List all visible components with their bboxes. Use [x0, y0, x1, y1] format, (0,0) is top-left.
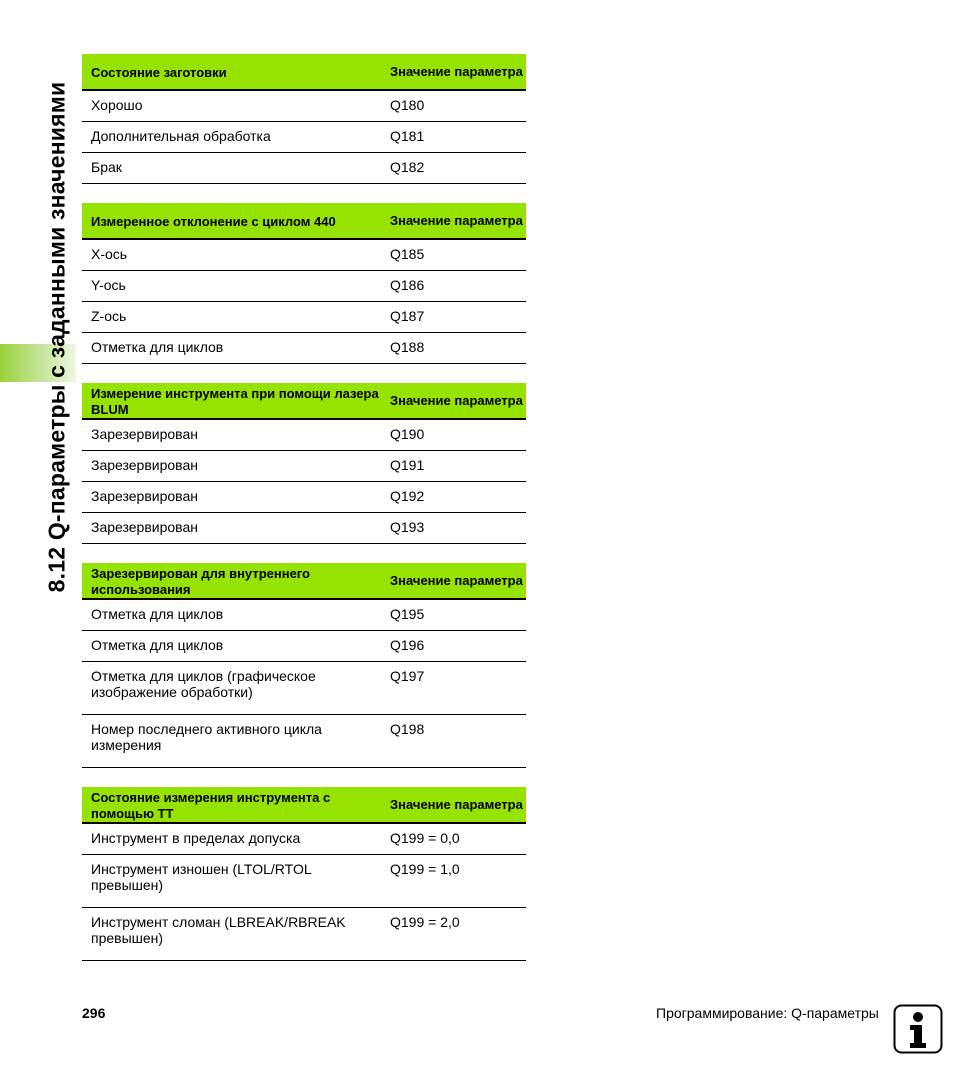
row-value-cell: Q187: [390, 308, 425, 324]
header-name-cell: Измеренное отклонение с циклом 440: [91, 213, 336, 229]
row-name-cell: Брак: [91, 159, 122, 175]
row-value-cell: Q191: [390, 457, 425, 473]
header-name-cell: Зарезервирован для внутреннего использования: [91, 565, 310, 597]
row-name-cell: Отметка для циклов: [91, 637, 224, 653]
row-name-cell: Отметка для циклов: [91, 339, 224, 355]
table-header: [82, 383, 526, 420]
row-value-cell: Q181: [390, 128, 425, 144]
table-row: [82, 122, 526, 153]
info-icon: [893, 1004, 943, 1054]
table-row: [82, 908, 526, 961]
header-value-cell: Значение параметра: [390, 572, 523, 588]
row-value-cell: Q198: [390, 721, 425, 737]
row-value-cell: Q197: [390, 668, 425, 684]
table-row: [82, 600, 526, 631]
table-row: [82, 240, 526, 271]
row-value-cell: Q182: [390, 159, 425, 175]
table-header: [82, 787, 526, 824]
row-name-cell: Зарезервирован: [91, 519, 198, 535]
row-name-cell: Зарезервирован: [91, 457, 198, 473]
row-value-cell: Q188: [390, 339, 425, 355]
row-name-cell: Отметка для циклов: [91, 606, 224, 622]
table-row: [82, 662, 526, 715]
parameter-table: [82, 563, 526, 768]
header-value-cell: Значение параметра: [390, 392, 523, 408]
row-name-cell: Отметка для циклов (графическое изображение обработки): [91, 668, 316, 700]
table-row: [82, 420, 526, 451]
header-value-cell: Значение параметра: [390, 212, 523, 228]
row-name-cell: Z-ось: [91, 308, 127, 324]
row-value-cell: Q193: [390, 519, 425, 535]
row-name-cell: X-ось: [91, 246, 128, 262]
table-row: [82, 153, 526, 184]
row-name-cell: Дополнительная обработка: [91, 128, 271, 144]
row-value-cell: Q185: [390, 246, 425, 262]
row-value-cell: Q190: [390, 426, 425, 442]
parameter-table: [82, 383, 526, 544]
table-header: [82, 203, 526, 240]
parameter-table: [82, 54, 526, 184]
chapter-title: Программирование: Q-параметры: [656, 1005, 879, 1021]
header-name-cell: Состояние измерения инструмента с помощью TT: [91, 789, 331, 821]
table-row: [82, 855, 526, 908]
section-title: 8.12 Q-параметры с заданными значениями: [43, 81, 70, 593]
header-value-cell: Значение параметра: [390, 796, 523, 812]
row-name-cell: Инструмент в пределах допуска: [91, 830, 301, 846]
parameter-table: [82, 787, 526, 961]
table-row: [82, 91, 526, 122]
row-value-cell: Q180: [390, 97, 425, 113]
row-value-cell: Q195: [390, 606, 425, 622]
table-row: [82, 451, 526, 482]
row-name-cell: Y-ось: [91, 277, 126, 293]
header-name-cell: Состояние заготовки: [91, 64, 227, 80]
table-row: [82, 631, 526, 662]
table-row: [82, 333, 526, 364]
row-name-cell: Хорошо: [91, 97, 143, 113]
parameter-table: [82, 203, 526, 364]
row-name-cell: Зарезервирован: [91, 488, 198, 504]
page-number: 296: [82, 1005, 106, 1021]
row-name-cell: Номер последнего активного цикла измерения: [91, 721, 322, 753]
table-row: [82, 482, 526, 513]
table-row: [82, 271, 526, 302]
table-row: [82, 715, 526, 768]
row-name-cell: Инструмент сломан (LBREAK/RBREAK превышен): [91, 914, 346, 946]
row-name-cell: Зарезервирован: [91, 426, 198, 442]
header-value-cell: Значение параметра: [390, 63, 523, 79]
table-row: [82, 824, 526, 855]
row-value-cell: Q199 = 2,0: [390, 914, 460, 930]
table-header: [82, 563, 526, 600]
row-value-cell: Q199 = 1,0: [390, 861, 460, 877]
row-value-cell: Q196: [390, 637, 425, 653]
header-name-cell: Измерение инструмента при помощи лазера BLUM: [91, 385, 379, 417]
row-value-cell: Q186: [390, 277, 425, 293]
parameter-tables: [82, 54, 526, 980]
table-row: [82, 302, 526, 333]
row-value-cell: Q192: [390, 488, 425, 504]
row-value-cell: Q199 = 0,0: [390, 830, 460, 846]
table-header: [82, 54, 526, 91]
table-row: [82, 513, 526, 544]
row-name-cell: Инструмент изношен (LTOL/RTOL превышен): [91, 861, 312, 893]
